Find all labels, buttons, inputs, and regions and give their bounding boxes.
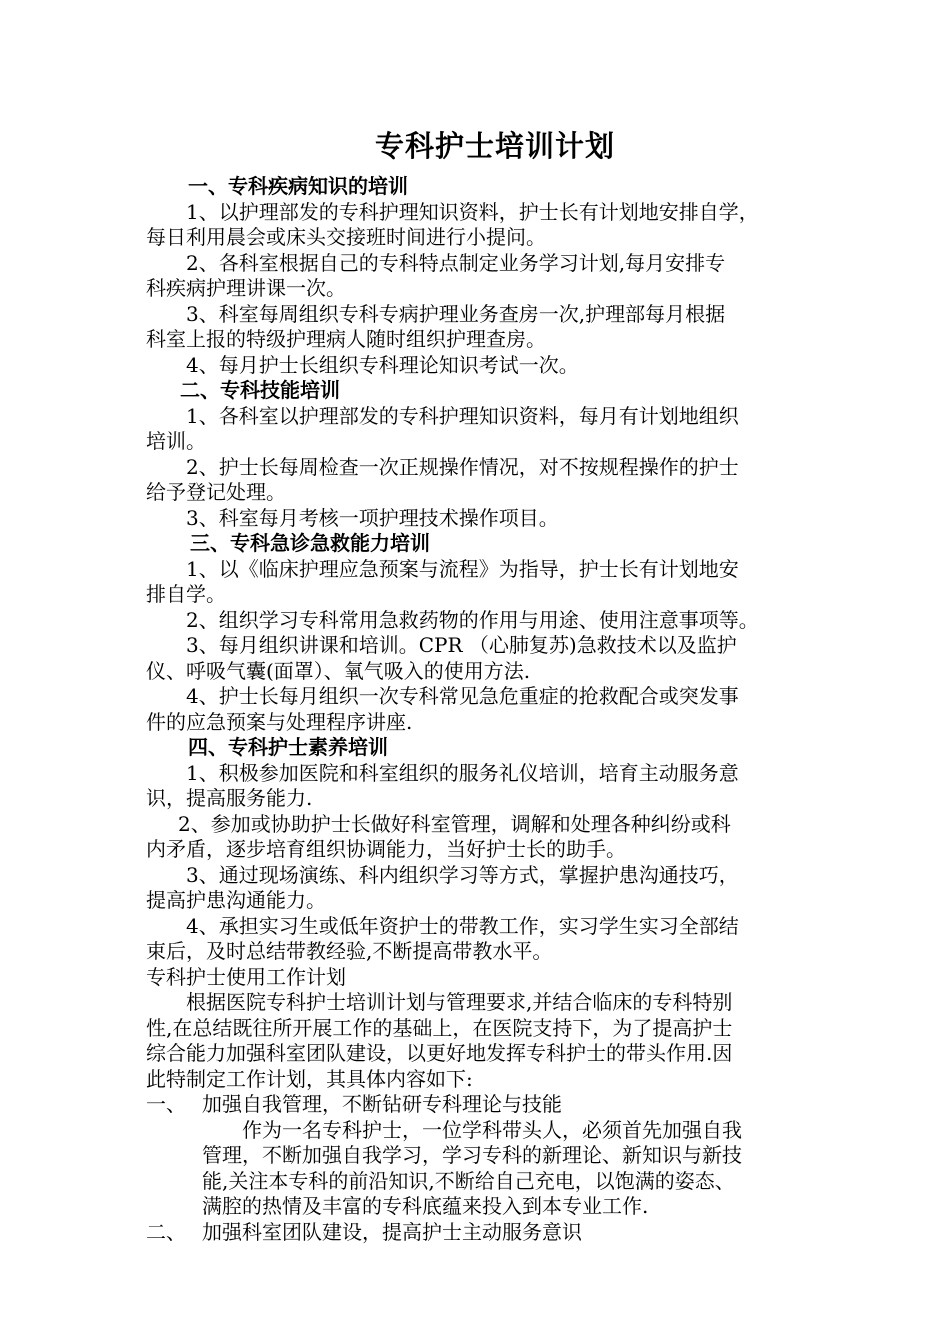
section-heading: 一、专科疾病知识的培训	[188, 174, 408, 198]
paragraph-line: 束后，及时总结带教经验,不断提高带教水平。	[146, 939, 553, 963]
paragraph-line: 2、参加或协助护士长做好科室管理，调解和处理各种纠纷或科	[178, 811, 731, 836]
paragraph-line: 排自学。	[146, 582, 226, 606]
paragraph-line: 2、各科室根据自己的专科特点制定业务学习计划,每月安排专	[186, 250, 726, 275]
document-title: 专科护士培训计划	[374, 129, 615, 163]
paragraph-line: 2、组织学习专科常用急救药物的作用与用途、使用注意事项等。	[186, 607, 759, 632]
paragraph-line: 科室上报的特级护理病人随时组织护理查房。	[146, 327, 546, 351]
paragraph-line: 3、科室每月考核一项护理技术操作项目。	[186, 505, 559, 530]
paragraph-line: 根据医院专科护士培训计划与管理要求,并结合临床的专科特别	[186, 990, 733, 1014]
document-body	[146, 174, 812, 1245]
plan-item-number: 二、	[146, 1219, 186, 1244]
paragraph-line: 识，提高服务能力.	[146, 786, 313, 810]
paragraph-line: 综合能力加强科室团队建设，以更好地发挥专科护士的带头作用.因	[146, 1041, 733, 1065]
paragraph-line: 1、以护理部发的专科护理知识资料，护士长有计划地安排自学，	[186, 199, 759, 224]
section-heading: 四、专科护士素养培训	[188, 735, 388, 759]
paragraph-line: 3、科室每周组织专科专病护理业务查房一次,护理部每月根据	[186, 301, 726, 326]
paragraph-line: 2、护士长每周检查一次正规操作情况，对不按规程操作的护士	[186, 454, 739, 479]
plan-title: 专科护士使用工作计划	[146, 964, 346, 989]
plan-item-title: 加强自我管理，不断钻研专科理论与技能	[202, 1092, 562, 1116]
paragraph-line: 4、承担实习生或低年资护士的带教工作，实习学生实习全部结	[186, 913, 739, 938]
paragraph-line: 培训。	[146, 429, 206, 453]
paragraph-line: 管理，不断加强自我学习，学习专科的新理论、新知识与新技	[202, 1143, 742, 1167]
plan-item-heading	[146, 1220, 812, 1246]
paragraph-line: 件的应急预案与处理程序讲座.	[146, 709, 413, 734]
paragraph-line: 科疾病护理讲课一次。	[146, 276, 346, 300]
paragraph-line: 1、各科室以护理部发的专科护理知识资料，每月有计划地组织	[186, 403, 739, 428]
paragraph-line: 作为一名专科护士，一位学科带头人，必须首先加强自我	[242, 1117, 742, 1142]
paragraph-line: 4、护士长每月组织一次专科常见急危重症的抢救配合或突发事	[186, 684, 739, 708]
paragraph-line: 3、每月组织讲课和培训。CPR （心肺复苏)急救技术以及监护	[186, 633, 737, 657]
paragraph-line: 3、通过现场演练、科内组织学习等方式，掌握护患沟通技巧，	[186, 862, 739, 887]
plan-item-number: 一、	[146, 1092, 186, 1116]
paragraph-line: 4、每月护士长组织专科理论知识考试一次。	[186, 352, 579, 377]
plan-item-title: 加强科室团队建设，提高护士主动服务意识	[202, 1219, 582, 1244]
paragraph-line: 满腔的热情及丰富的专科底蕴来投入到本专业工作.	[202, 1194, 649, 1218]
section-heading: 二、专科技能培训	[180, 378, 340, 402]
paragraph-line: 性,在总结既往所开展工作的基础上，在医院支持下，为了提高护士	[146, 1015, 733, 1040]
paragraph-line: 仪、呼吸气囊(面罩）、氧气吸入的使用方法.	[146, 658, 531, 683]
paragraph-line: 能,关注本专科的前沿知识,不断给自己充电，以饱满的姿态、	[202, 1168, 735, 1193]
plan-item-heading	[146, 1092, 812, 1118]
paragraph-line: 内矛盾，逐步培育组织协调能力，当好护士长的助手。	[146, 837, 626, 861]
paragraph-line: 每日利用晨会或床头交接班时间进行小提问。	[146, 225, 546, 249]
section-heading: 三、专科急诊急救能力培训	[190, 531, 430, 555]
paragraph-line: 提高护患沟通能力。	[146, 888, 326, 912]
paragraph-line: 1、积极参加医院和科室组织的服务礼仪培训，培育主动服务意	[186, 760, 739, 785]
paragraph-line: 1、以《临床护理应急预案与流程》为指导，护士长有计划地安	[186, 556, 739, 581]
paragraph-line: 此特制定工作计划，其具体内容如下:	[146, 1066, 473, 1091]
paragraph-line: 给予登记处理。	[146, 480, 286, 504]
